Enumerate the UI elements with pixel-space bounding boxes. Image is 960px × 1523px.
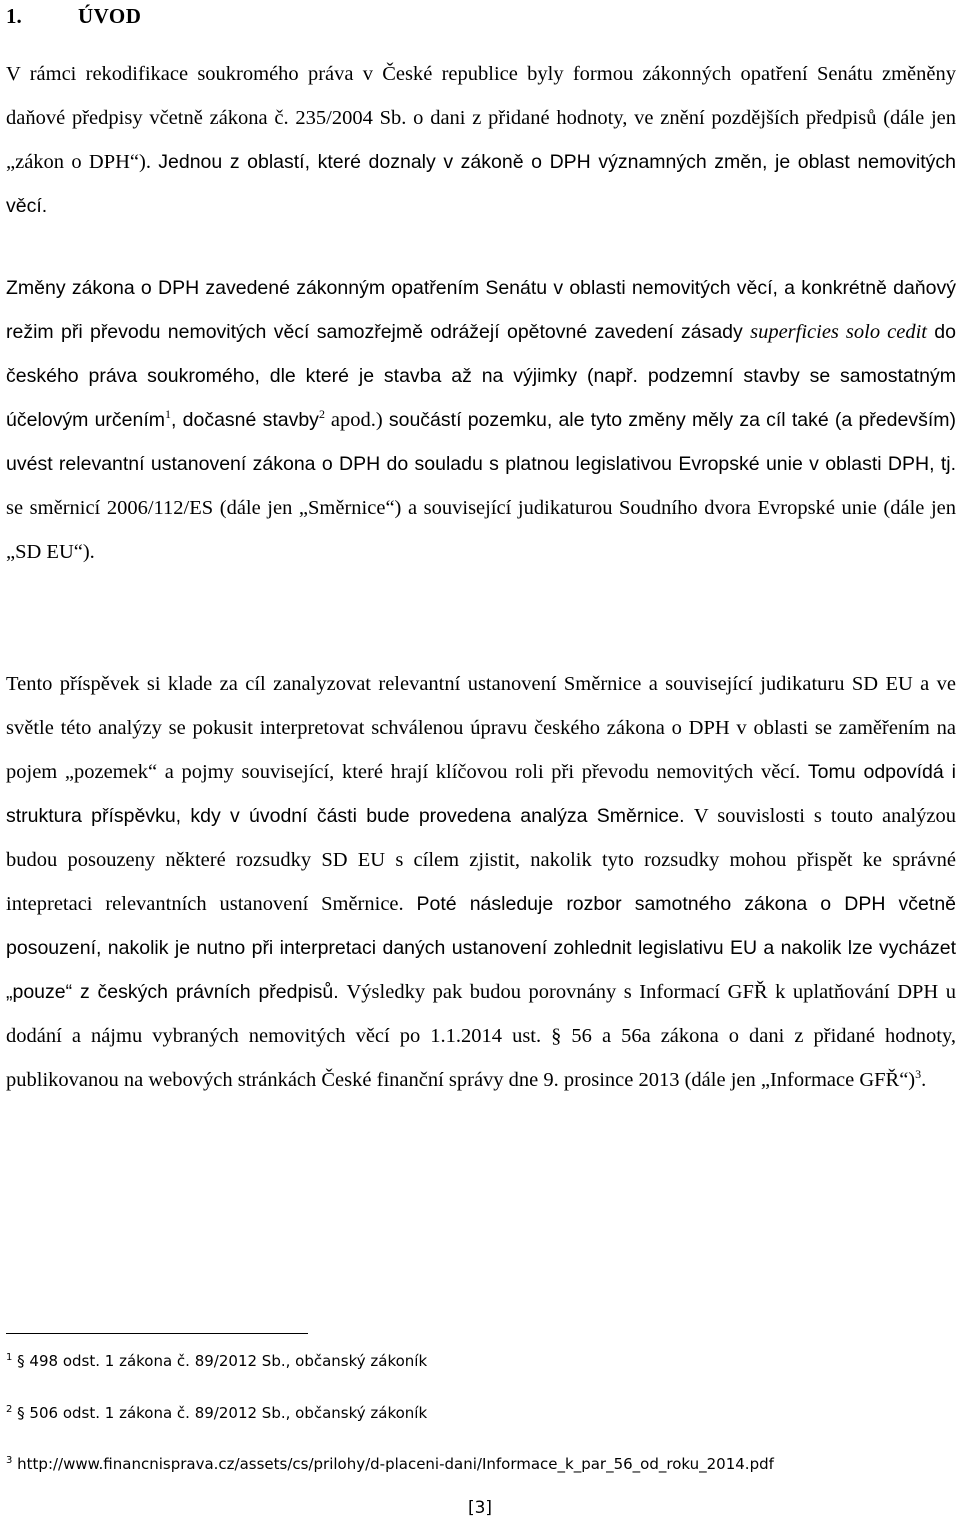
footnote-3 [6, 1454, 774, 1474]
footnote-ref-1[interactable]: 1 [165, 407, 172, 422]
section-number: 1. [6, 4, 22, 28]
paragraph-changes-text-3: , dočasné stavby [171, 409, 319, 431]
footnote-2 [6, 1403, 427, 1423]
footnote-mark-1: 1 [6, 1352, 13, 1363]
paragraph-changes-text-6: se směrnicí 2006/112/ES (dále jen „Směrnice“) a související judikaturou Soudního dvora Evropské unie (dále jen „SD EU“). [6, 497, 956, 563]
footnote-text-2: § 506 odst. 1 zákona č. 89/2012 Sb., občanský zákoník [17, 1404, 428, 1422]
paragraph-intro [6, 52, 956, 228]
paragraph-purpose-text-4: Poté následuje rozbor samotného zákona o DPH včetně posouzení, nakolik je nutno při interpretaci daných ustanovení zohlednit legislativu EU a nakolik lze vycházet „pouze“ z českých právních předpisů. [6, 893, 957, 1003]
footnote-ref-3[interactable]: 3 [915, 1067, 922, 1082]
page-number: [3] [467, 1498, 493, 1518]
paragraph-intro-text-a: V rámci rekodifikace soukromého práva v České republice byly formou zákonných opatření Senátu změněny daňové předpisy včetně zákona č. 235/2004 Sb. o dani z přidané hodnoty, ve znění pozdějších předpisů (dále jen „zákon o DPH“). [6, 63, 956, 173]
footnote-mark-2: 2 [6, 1404, 13, 1415]
paragraph-intro-text-b: Jednou z oblastí, které doznaly v zákoně o DPH významných změn, je oblast nemovitých věcí. [6, 151, 957, 217]
paragraph-changes-text-5: součástí pozemku, ale tyto změny měly za cíl také (a především) uvést relevantní ustanovení zákona o DPH do souladu s platnou legislativou Evropské unie v oblasti DPH, tj. [6, 409, 956, 475]
paragraph-changes-text-4: apod.) [324, 409, 383, 431]
footnote-mark-3: 3 [6, 1455, 13, 1466]
section-heading [6, 4, 141, 29]
footnote-ref-2[interactable]: 2 [318, 407, 325, 422]
paragraph-purpose-text-5: Výsledky pak budou porovnány s Informací GFŘ k uplatňování DPH u dodání a nájmu vybraných nemovitých věcí po 1.1.2014 ust. § 56 a 56a zákona o dani z přidané hodnoty, publikovanou na webových stránkách České finanční správy dne 9. prosince 2013 (dále jen „Informace GFŘ“) [6, 981, 956, 1091]
paragraph-changes [6, 266, 956, 574]
footnote-link-3[interactable]: http://www.financnisprava.cz/assets/cs/prilohy/d-placeni-dani/Informace_k_par_56_od_roku_2014.pdf [17, 1455, 774, 1473]
paragraph-changes-text-2: do českého práva soukromého, dle které je stavba až na výjimky (např. podzemní stavby se samostatným účelovým určením [6, 321, 956, 431]
paragraph-changes-text-1: Změny zákona o DPH zavedené zákonným opatřením Senátu v oblasti nemovitých věcí, a konkrétně daňový režim při převodu nemovitých věcí samozřejmě odrážejí opětovné zavedení zásady [6, 277, 956, 343]
footnote-separator [6, 1333, 308, 1334]
footnote-text-1: § 498 odst. 1 zákona č. 89/2012 Sb., občanský zákoník [17, 1352, 428, 1370]
paragraph-purpose-text-3: V souvislosti s touto analýzou budou posouzeny některé rozsudky SD EU s cílem zjistit, nakolik tyto rozsudky mohou přispět ke správné intepretaci relevantních ustanovení Směrnice. [6, 805, 956, 915]
paragraph-purpose [6, 662, 956, 1102]
footnote-1 [6, 1351, 427, 1371]
paragraph-purpose-text-1: Tento příspěvek si klade za cíl zanalyzovat relevantní ustanovení Směrnice a související judikaturu SD EU a ve světle této analýzy se pokusit interpretovat schválenou úpravu českého zákona o DPH v oblasti se zaměřením na pojem „pozemek“ a pojmy související, které hrají klíčovou roli při převodu nemovitých věcí. [6, 673, 956, 783]
paragraph-purpose-end: . [921, 1069, 927, 1091]
paragraph-purpose-text-2: Tomu odpovídá i struktura příspěvku, kdy v úvodní části bude provedena analýza Směrnice. [6, 761, 956, 827]
section-title: ÚVOD [78, 4, 142, 28]
latin-phrase: superficies solo cedit [750, 321, 927, 343]
